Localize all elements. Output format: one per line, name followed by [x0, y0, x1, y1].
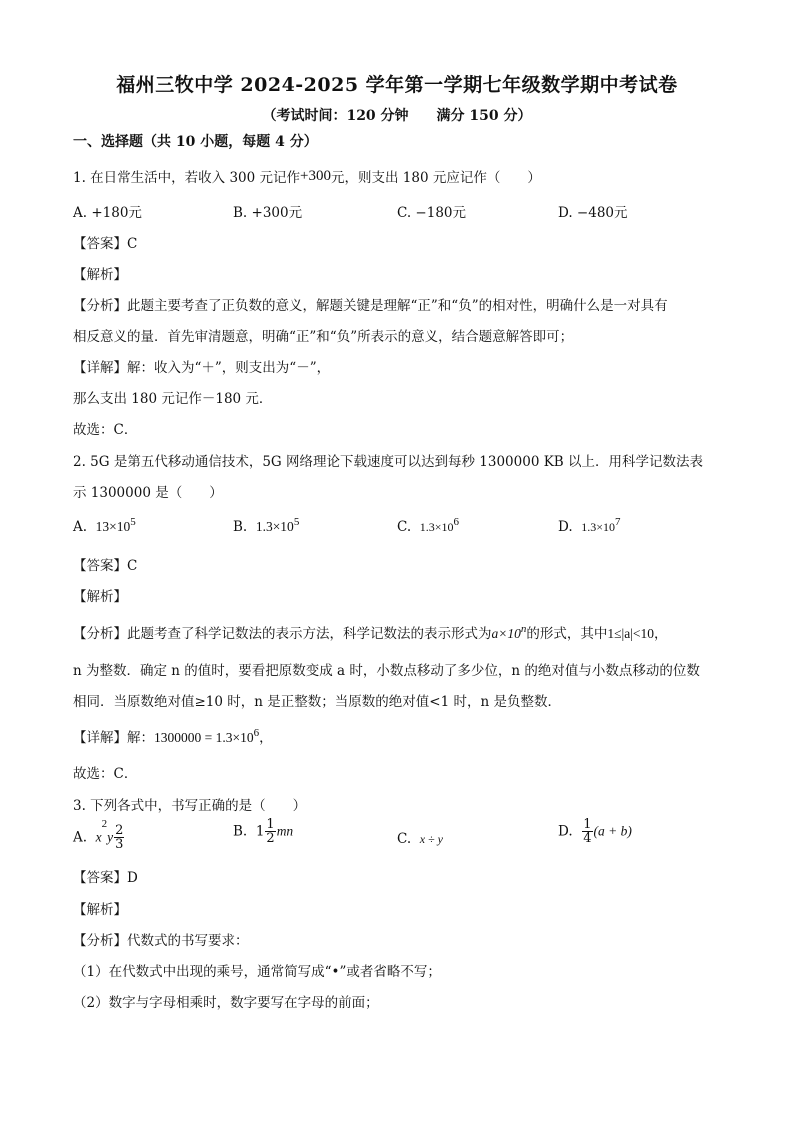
question-3-rule-2: （2）数字与字母相乘时，数字要写在字母的前面； — [73, 995, 379, 1011]
question-1-option-a: A. +180元 — [73, 205, 142, 221]
question-2-stem-cont: 示 1300000 是（ ） — [73, 485, 223, 501]
fraction: $\frac{1}{2}$ — [266, 817, 275, 846]
question-2-answer: 【答案】C — [73, 558, 138, 574]
section-heading: 一、选择题（共 10 小题，每题 4 分） — [73, 134, 318, 150]
question-3-stem: 3. 下列各式中，书写正确的是（ ） — [73, 798, 307, 814]
question-2-detail: 【详解】解：$1300000 = 1.3\times 10^6$， — [73, 727, 273, 746]
question-3-option-d: D. $\frac{1}{4}$ (a + b) — [558, 817, 632, 846]
question-1-answer: 【答案】C — [73, 236, 138, 252]
question-2-analysis-cont: n 为整数．确定 n 的值时，要看把原数变成 a 时，小数点移动了多少位，n 的绝对值与小数点移动的位数 — [73, 663, 700, 679]
question-1-analysis: 【分析】此题主要考查了正负数的意义，解题关键是理解“正”和“负”的相对性，明确什么是一对具有 — [73, 298, 668, 314]
question-1-detail: 【详解】解：收入为“＋”，则支出为“－”， — [73, 360, 331, 376]
question-1-stem: 1. 在日常生活中，若收入 300 元记作+300元，则支出 180 元应记作（ ） — [73, 168, 541, 186]
question-1-option-d: D. −480元 — [558, 205, 628, 221]
question-1-explain-label: 【解析】 — [73, 267, 127, 283]
question-1-choice: 故选：C． — [73, 422, 138, 438]
question-3-answer: 【答案】D — [73, 870, 138, 886]
question-2-choice: 故选：C． — [73, 766, 138, 782]
question-2-option-a: A. $13\times 10^5$ — [73, 516, 136, 535]
fraction: $\frac{2}{3}$ — [115, 823, 124, 852]
question-2-option-c: C. $1.3\times 10^6$ — [397, 516, 460, 535]
question-2-option-b: B. $1.3\times 10^5$ — [233, 516, 300, 535]
question-1-analysis-cont: 相反意义的量．首先审清题意，明确“正”和“负”所表示的意义，结合题意解答即可； — [73, 329, 574, 345]
question-3-explain-label: 【解析】 — [73, 902, 127, 918]
question-3-option-b: B. 1 $\frac{1}{2}$ mn — [233, 817, 294, 846]
question-3-option-a: A. $x^2y$ $\frac{2}{3}$ — [73, 818, 124, 852]
fraction: $\frac{1}{4}$ — [583, 817, 592, 846]
question-3-option-c: C. x ÷ y — [397, 831, 443, 847]
question-1-option-b: B. +300元 — [233, 205, 303, 221]
exam-info: （考试时间：120 分钟 满分 150 分） — [262, 108, 532, 124]
question-2-stem: 2. 5G 是第五代移动通信技术，5G 网络理论下载速度可以达到每秒 1300000 KB 以上．用科学记数法表 — [73, 454, 704, 470]
question-2-analysis-cont-2: 相同．当原数绝对值≥10 时，n 是正整数；当原数的绝对值<1 时，n 是负整数． — [73, 694, 561, 710]
question-2-analysis: 【分析】此题考查了科学记数法的表示方法，科学记数法的表示形式为$a\times 10^n$的形式，其中1≤|a|<10， — [73, 623, 668, 642]
page-title: 福州三牧中学 2024-2025 学年第一学期七年级数学期中考试卷 — [116, 74, 678, 96]
question-2-explain-label: 【解析】 — [73, 589, 127, 605]
question-2-option-d: D. $1.3\times 10^7$ — [558, 516, 621, 535]
question-1-option-c: C. −180元 — [397, 205, 467, 221]
question-1-detail-cont: 那么支出 180 元记作－180 元． — [73, 391, 273, 407]
question-3-rule-1: （1）在代数式中出现的乘号，通常简写成“•”或者省略不写； — [73, 964, 441, 980]
question-3-analysis: 【分析】代数式的书写要求： — [73, 933, 249, 949]
